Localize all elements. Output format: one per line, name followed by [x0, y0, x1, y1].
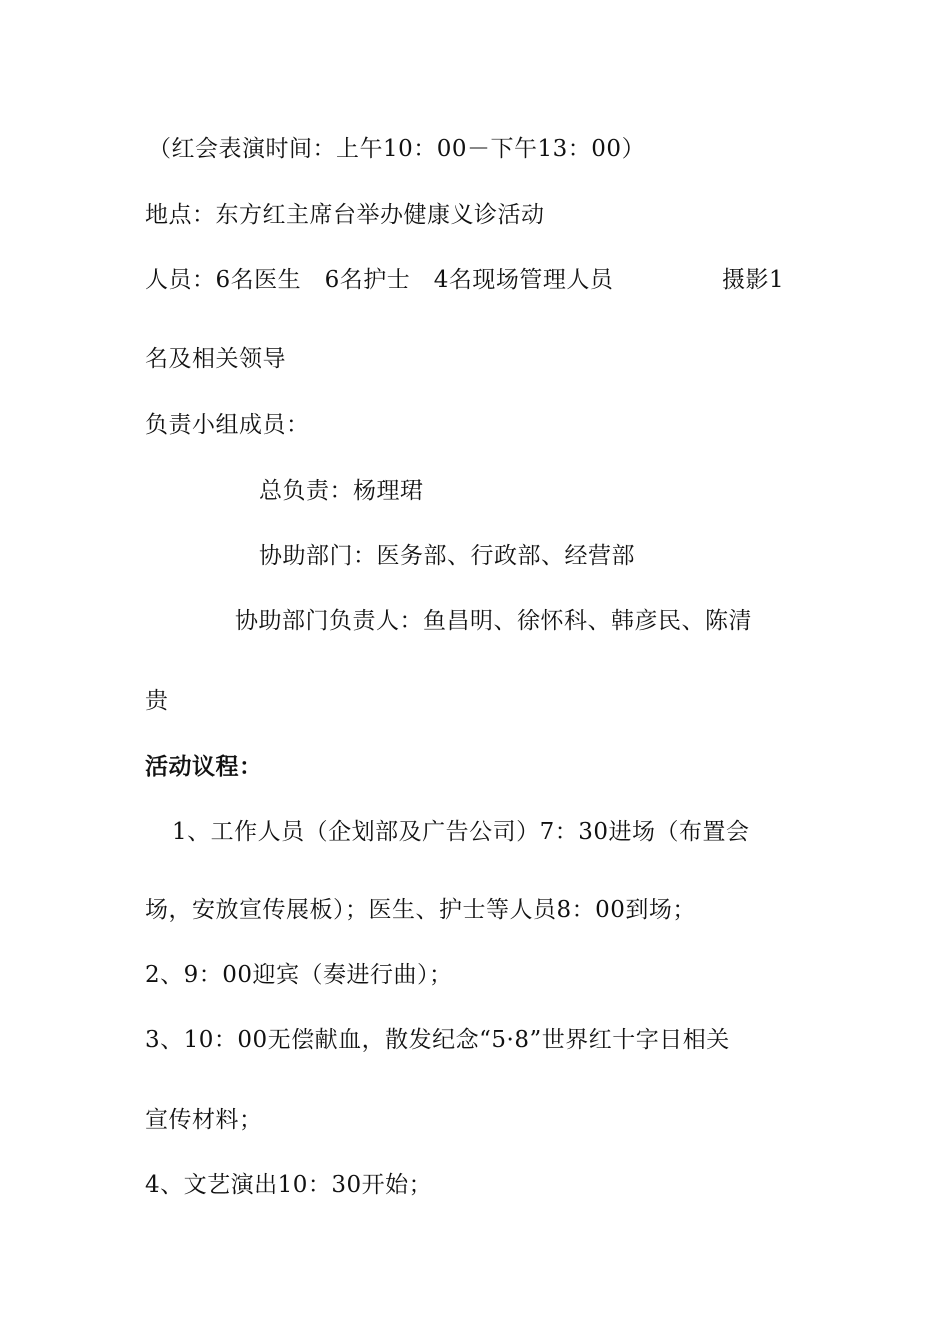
performance-time-line: （红会表演时间：上午10：00－下午13：00） [148, 136, 646, 162]
agenda-heading: 活动议程： [145, 754, 263, 780]
staff-line-continued: 名及相关领导 [145, 346, 286, 372]
agenda-item-3: 3、10：00无偿献血，散发纪念“5·8”世界红十字日相关 [145, 1027, 730, 1053]
agenda-item-3-continued: 宣传材料； [145, 1107, 263, 1133]
location-line: 地点：东方红主席台举办健康义诊活动 [145, 202, 545, 228]
agenda-item-2: 2、9：00迎宾（奏进行曲）； [145, 962, 453, 988]
department-heads-line-continued: 贵 [145, 688, 169, 714]
staff-line [145, 265, 613, 295]
agenda-item-1-continued: 场，安放宣传展板）；医生、护士等人员8：00到场； [145, 897, 696, 923]
agenda-item-1: 1、工作人员（企划部及广告公司）7：30进场（布置会 [172, 819, 750, 845]
assisting-departments-line: 协助部门：医务部、行政部、经营部 [259, 543, 635, 569]
agenda-item-4: 4、文艺演出10：30开始； [145, 1172, 433, 1198]
department-heads-line: 协助部门负责人：鱼昌明、徐怀科、韩彦民、陈清 [235, 608, 752, 634]
staff-text: 人员：6名医生 6名护士 4名现场管理人员 [145, 267, 614, 293]
team-members-heading: 负责小组成员： [145, 412, 310, 438]
chief-person-line: 总负责：杨理珺 [259, 478, 424, 504]
photographer-text: 摄影1 [722, 267, 785, 293]
